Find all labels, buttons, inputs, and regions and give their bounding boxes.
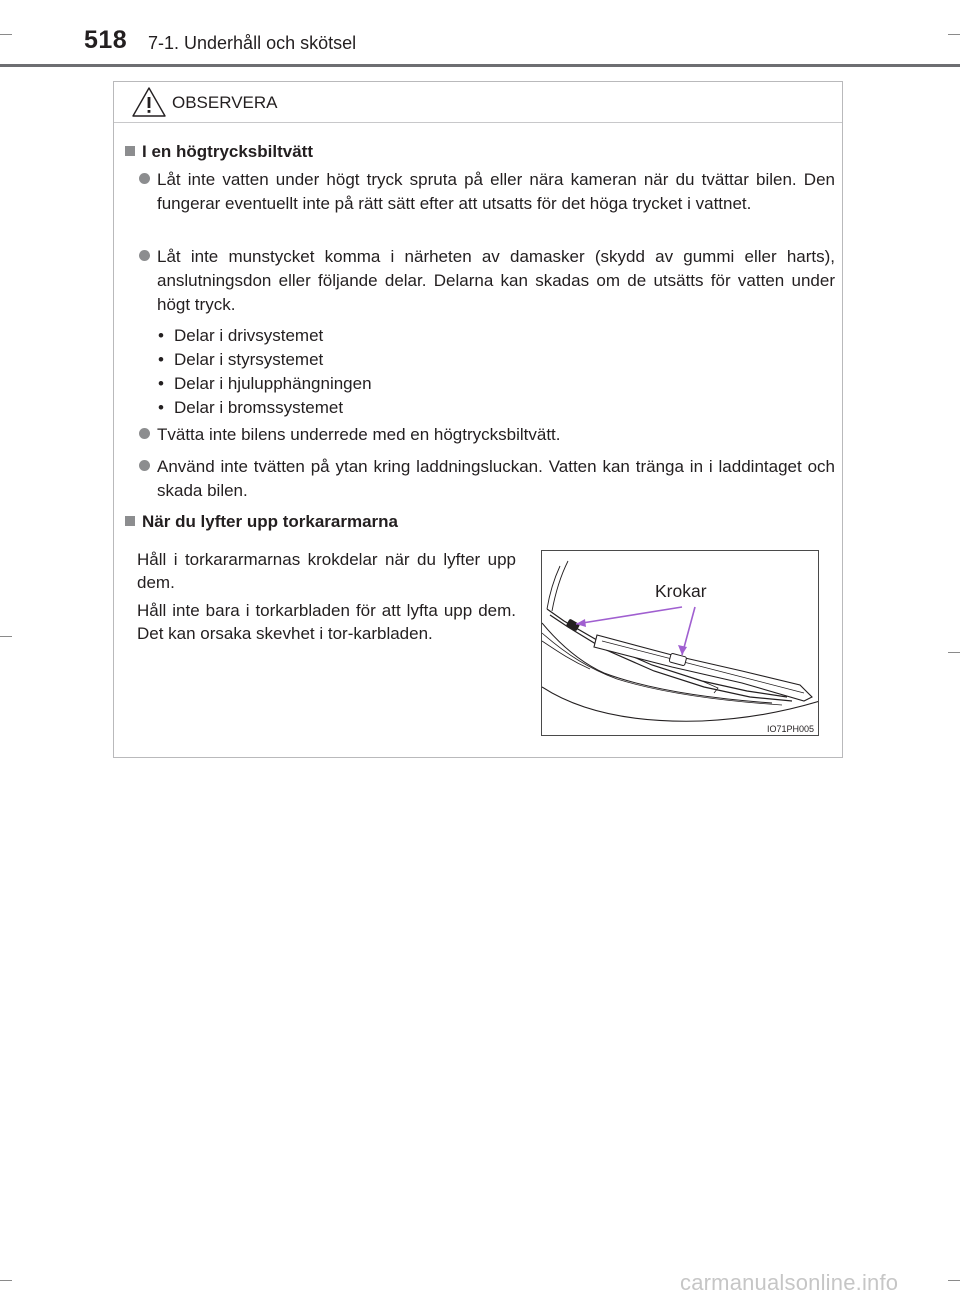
section-heading [125,142,313,162]
figure-code: IO71PH005 [766,724,814,734]
paragraph: Håll inte bara i torkarbladen för att lyfta upp dem. Det kan orsaka skevhet i tor-karbladen. [137,601,516,643]
sub-list [156,324,372,420]
bullet-dot-icon [139,460,150,471]
crop-mark [0,34,12,35]
sub-list-item: • Delar i styrsystemet [156,348,372,372]
section-heading [125,512,398,532]
wiper-drawing [542,551,819,736]
sub-list-item: • Delar i hjulupphängningen [156,372,372,396]
list-item [133,245,835,317]
notice-label: OBSERVERA [172,93,278,112]
bullet-dot-icon [139,173,150,184]
header-divider [0,64,960,67]
sub-list-item: • Delar i drivsystemet [156,324,372,348]
notice-box [113,81,843,758]
crop-mark [0,1280,12,1281]
list-item-text: Låt inte munstycket komma i närheten av damasker (skydd av gummi eller harts), anslutningsdon eller följande delar. Delarna kan skadas om de utsätts för vatten under högt tryck. [157,247,835,314]
page-number: 518 [84,26,128,54]
section-heading-text: I en högtrycksbiltvätt [142,142,313,161]
crop-mark [0,636,12,637]
square-bullet-icon [125,516,135,526]
crop-mark [948,1280,960,1281]
figure-label: Krokar [655,581,707,601]
warning-triangle-icon [131,86,167,118]
bullet-dot-icon [139,428,150,439]
list-item [133,455,835,503]
list-item-text: Låt inte vatten under högt tryck spruta på eller nära kameran när du tvättar bilen. Den fungerar eventuellt inte på rätt sätt efter att utsatts för det höga trycket i vattnet. [157,170,835,213]
wiper-illustration [541,550,819,736]
paragraph: Håll i torkararmarnas krokdelar när du lyfter upp dem. [137,550,516,592]
list-item [133,423,835,447]
bullet-dot-icon [139,250,150,261]
list-item-text: Använd inte tvätten på ytan kring laddningsluckan. Vatten kan tränga in i laddintaget och skada bilen. [157,457,835,500]
list-item [133,168,835,216]
section-heading-text: När du lyfter upp torkararmarna [142,512,399,531]
sub-list-item: • Delar i bromssystemet [156,396,372,420]
crop-mark [948,652,960,653]
section-title: 7-1. Underhåll och skötsel [148,33,357,53]
watermark: carmanualsonline.info [680,1270,899,1295]
list-item-text: Tvätta inte bilens underrede med en högtrycksbiltvätt. [157,425,561,444]
crop-mark [948,34,960,35]
square-bullet-icon [125,146,135,156]
notice-header [114,82,842,123]
